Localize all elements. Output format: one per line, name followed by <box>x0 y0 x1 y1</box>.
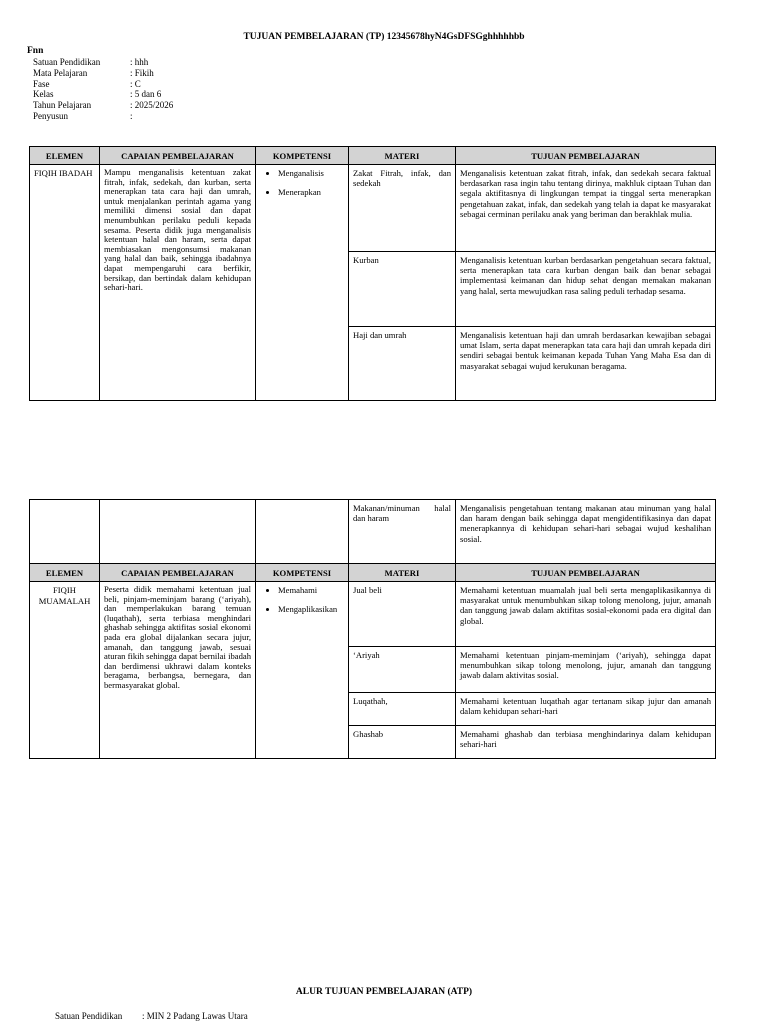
meta-value: : <box>130 110 133 121</box>
kompetensi-item: • Memahami <box>278 585 344 596</box>
atp-meta-row <box>55 1011 248 1021</box>
elemen-cell: FIQIH IBADAH <box>30 165 100 401</box>
meta-label: Kelas <box>33 89 54 100</box>
meta-value: : Fikih <box>130 67 154 78</box>
meta-value: : 5 dan 6 <box>130 89 162 100</box>
empty-cell <box>100 500 256 564</box>
meta-value: : C <box>130 78 141 89</box>
tp-table-muamalah <box>29 499 716 759</box>
capaian-cell: Peserta didik memahami ketentuan jual beli, pinjam-meminjam barang (‘ariyah), dan memperlakukan barang temuan (luqathah), serta terbiasa menghindari ghashab sehingga aktifitas sosial ekonomi pada era global dijalankan secara jujur, amanah, dan tanggung jawab, sesuai aturan fikih sehingga dapat bernilai ibadah dan berdimensi ukhrawi dalam konteks beragama, berbangsa, bernegara, dan bermasyarakat global. <box>100 582 256 759</box>
materi-cell: Zakat Fitrah, infak, dan sedekah <box>349 165 456 252</box>
materi-cell: Luqathah, <box>349 693 456 726</box>
tujuan-cell: Menganalisis ketentuan kurban berdasarkan pengetahuan secara faktual, serta menerapkan tata cara kurban dengan baik dan benar sebagai implementasi keimanan dan hidup sehat dengan memakan makanan yang halal, serta mewujudkan rasa saling peduli terhadap sesama. <box>456 252 716 327</box>
kompetensi-item: • Menerapkan <box>278 187 344 198</box>
meta-label: Fase <box>33 78 50 89</box>
empty-cell <box>256 500 349 564</box>
materi-cell: Makanan/minuman halal dan haram <box>349 500 456 564</box>
header-kompetensi: KOMPETENSI <box>256 564 349 582</box>
header-kompetensi: KOMPETENSI <box>256 147 349 165</box>
header-capaian: CAPAIAN PEMBELAJARAN <box>100 147 256 165</box>
table-row <box>30 500 716 564</box>
materi-cell: Ghashab <box>349 726 456 759</box>
meta-value: : MIN 2 Padang Lawas Utara <box>142 1011 248 1021</box>
kompetensi-cell <box>256 165 349 401</box>
materi-cell: ‘Ariyah <box>349 647 456 693</box>
kompetensi-item: • Mengaplikasikan <box>278 604 344 615</box>
materi-cell: Jual beli <box>349 582 456 647</box>
table-header-row <box>30 147 716 165</box>
atp-title: ALUR TUJUAN PEMBELAJARAN (ATP) <box>295 987 473 997</box>
meta-value: : 2025/2026 <box>130 100 174 111</box>
author-name: Fnn <box>27 46 44 56</box>
header-capaian: CAPAIAN PEMBELAJARAN <box>100 564 256 582</box>
kompetensi-item: • Menganalisis <box>278 168 344 179</box>
meta-row-fase <box>33 79 173 90</box>
table-row <box>30 582 716 647</box>
meta-row-satuan <box>33 57 173 68</box>
header-materi: MATERI <box>349 147 456 165</box>
materi-cell: Kurban <box>349 252 456 327</box>
meta-row-penyusun <box>33 111 173 122</box>
meta-value: : hhh <box>130 57 149 67</box>
meta-label: Satuan Pendidikan <box>33 57 101 67</box>
meta-row-mapel <box>33 68 173 79</box>
meta-row-tahun <box>33 100 173 111</box>
header-elemen: ELEMEN <box>30 147 100 165</box>
table-header-row <box>30 564 716 582</box>
document-meta <box>33 57 173 122</box>
tujuan-cell: Menganalisis ketentuan haji dan umrah berdasarkan kewajiban sebagai umat Islam, serta dapat menerapkan tata cara haji dan umrah kepada diri sendiri sebagai bentuk keimanan kepada Tuhan Yang Maha Esa dan di masyarakat sebagai wujud kerukunan beragama. <box>456 327 716 401</box>
header-tujuan: TUJUAN PEMBELAJARAN <box>456 147 716 165</box>
elemen-cell: FIQIH MUAMALAH <box>30 582 100 759</box>
tp-table-ibadah <box>29 146 716 401</box>
meta-label: Mata Pelajaran <box>33 67 88 78</box>
tujuan-cell: Memahami ketentuan muamalah jual beli serta mengaplikasikannya di masyarakat untuk menumbuhkan sikap tolong menolong, jujur, amanah dan tanggung jawab dalam aktifitas sosial-ekonomi pada era digital dan global. <box>456 582 716 647</box>
meta-row-kelas <box>33 89 173 100</box>
meta-label: Satuan Pendidikan <box>55 1011 123 1021</box>
capaian-cell: Mampu menganalisis ketentuan zakat fitrah, infak, sedekah, dan kurban, serta menerapkan tata cara haji dan umrah, untuk menjalankan perintah agama yang memiliki dimensi sosial dan dapat menumbuhkan perilaku peduli kepada sesama. Peserta didik juga menganalisis ketentuan halal dan haram, serta dapat membiasakan mengonsumsi makanan yang halal dan baik, sehingga ibadahnya dapat mempengaruhi cara berfikir, bersikap, dan bertindak dalam kehidupan sehari-hari. <box>100 165 256 401</box>
document-title: TUJUAN PEMBELAJARAN (TP) 12345678hyN4GsDFSGghhhhhbb <box>243 32 525 42</box>
header-tujuan: TUJUAN PEMBELAJARAN <box>456 564 716 582</box>
tujuan-cell: Memahami ketentuan luqathah agar tertanam sikap jujur dan amanah dalam kehidupan sehari-hari <box>456 693 716 726</box>
meta-label: Tahun Pelajaran <box>33 100 92 111</box>
tujuan-cell: Memahami ketentuan pinjam-meminjam (‘ariyah), sehingga dapat menumbuhkan sikap tolong menolong, jujur, amanah dan tanggung jawab dalam aktivitas sosial. <box>456 647 716 693</box>
table-row <box>30 165 716 252</box>
materi-cell: Haji dan umrah <box>349 327 456 401</box>
tujuan-cell: Memahami ghashab dan terbiasa menghindarinya dalam kehidupan sehari-hari <box>456 726 716 759</box>
tujuan-cell: Menganalisis pengetahuan tentang makanan atau minuman yang halal dan haram dengan baik sehingga dapat mengidentifikasinya dan dapat menerapkannya di kehidupan sehari-hari sebagai wujud keshalihan sosial. <box>456 500 716 564</box>
meta-label: Penyusun <box>33 110 69 121</box>
header-elemen: ELEMEN <box>30 564 100 582</box>
header-materi: MATERI <box>349 564 456 582</box>
empty-cell <box>30 500 100 564</box>
tujuan-cell: Menganalisis ketentuan zakat fitrah, infak, dan sedekah secara faktual berdasarkan rasa ingin tahu tentang dirinya, makhluk ciptaan Tuhan dan segala aktifitasnya di lingkungan tempat ia tinggal serta menerapkan pengetahuan zakat, infak, dan sedekah yang telah ia dapat ke masyarakat sebagai cerminan perilaku anak yang beriman dan berakhlak mulia. <box>456 165 716 252</box>
kompetensi-cell <box>256 582 349 759</box>
